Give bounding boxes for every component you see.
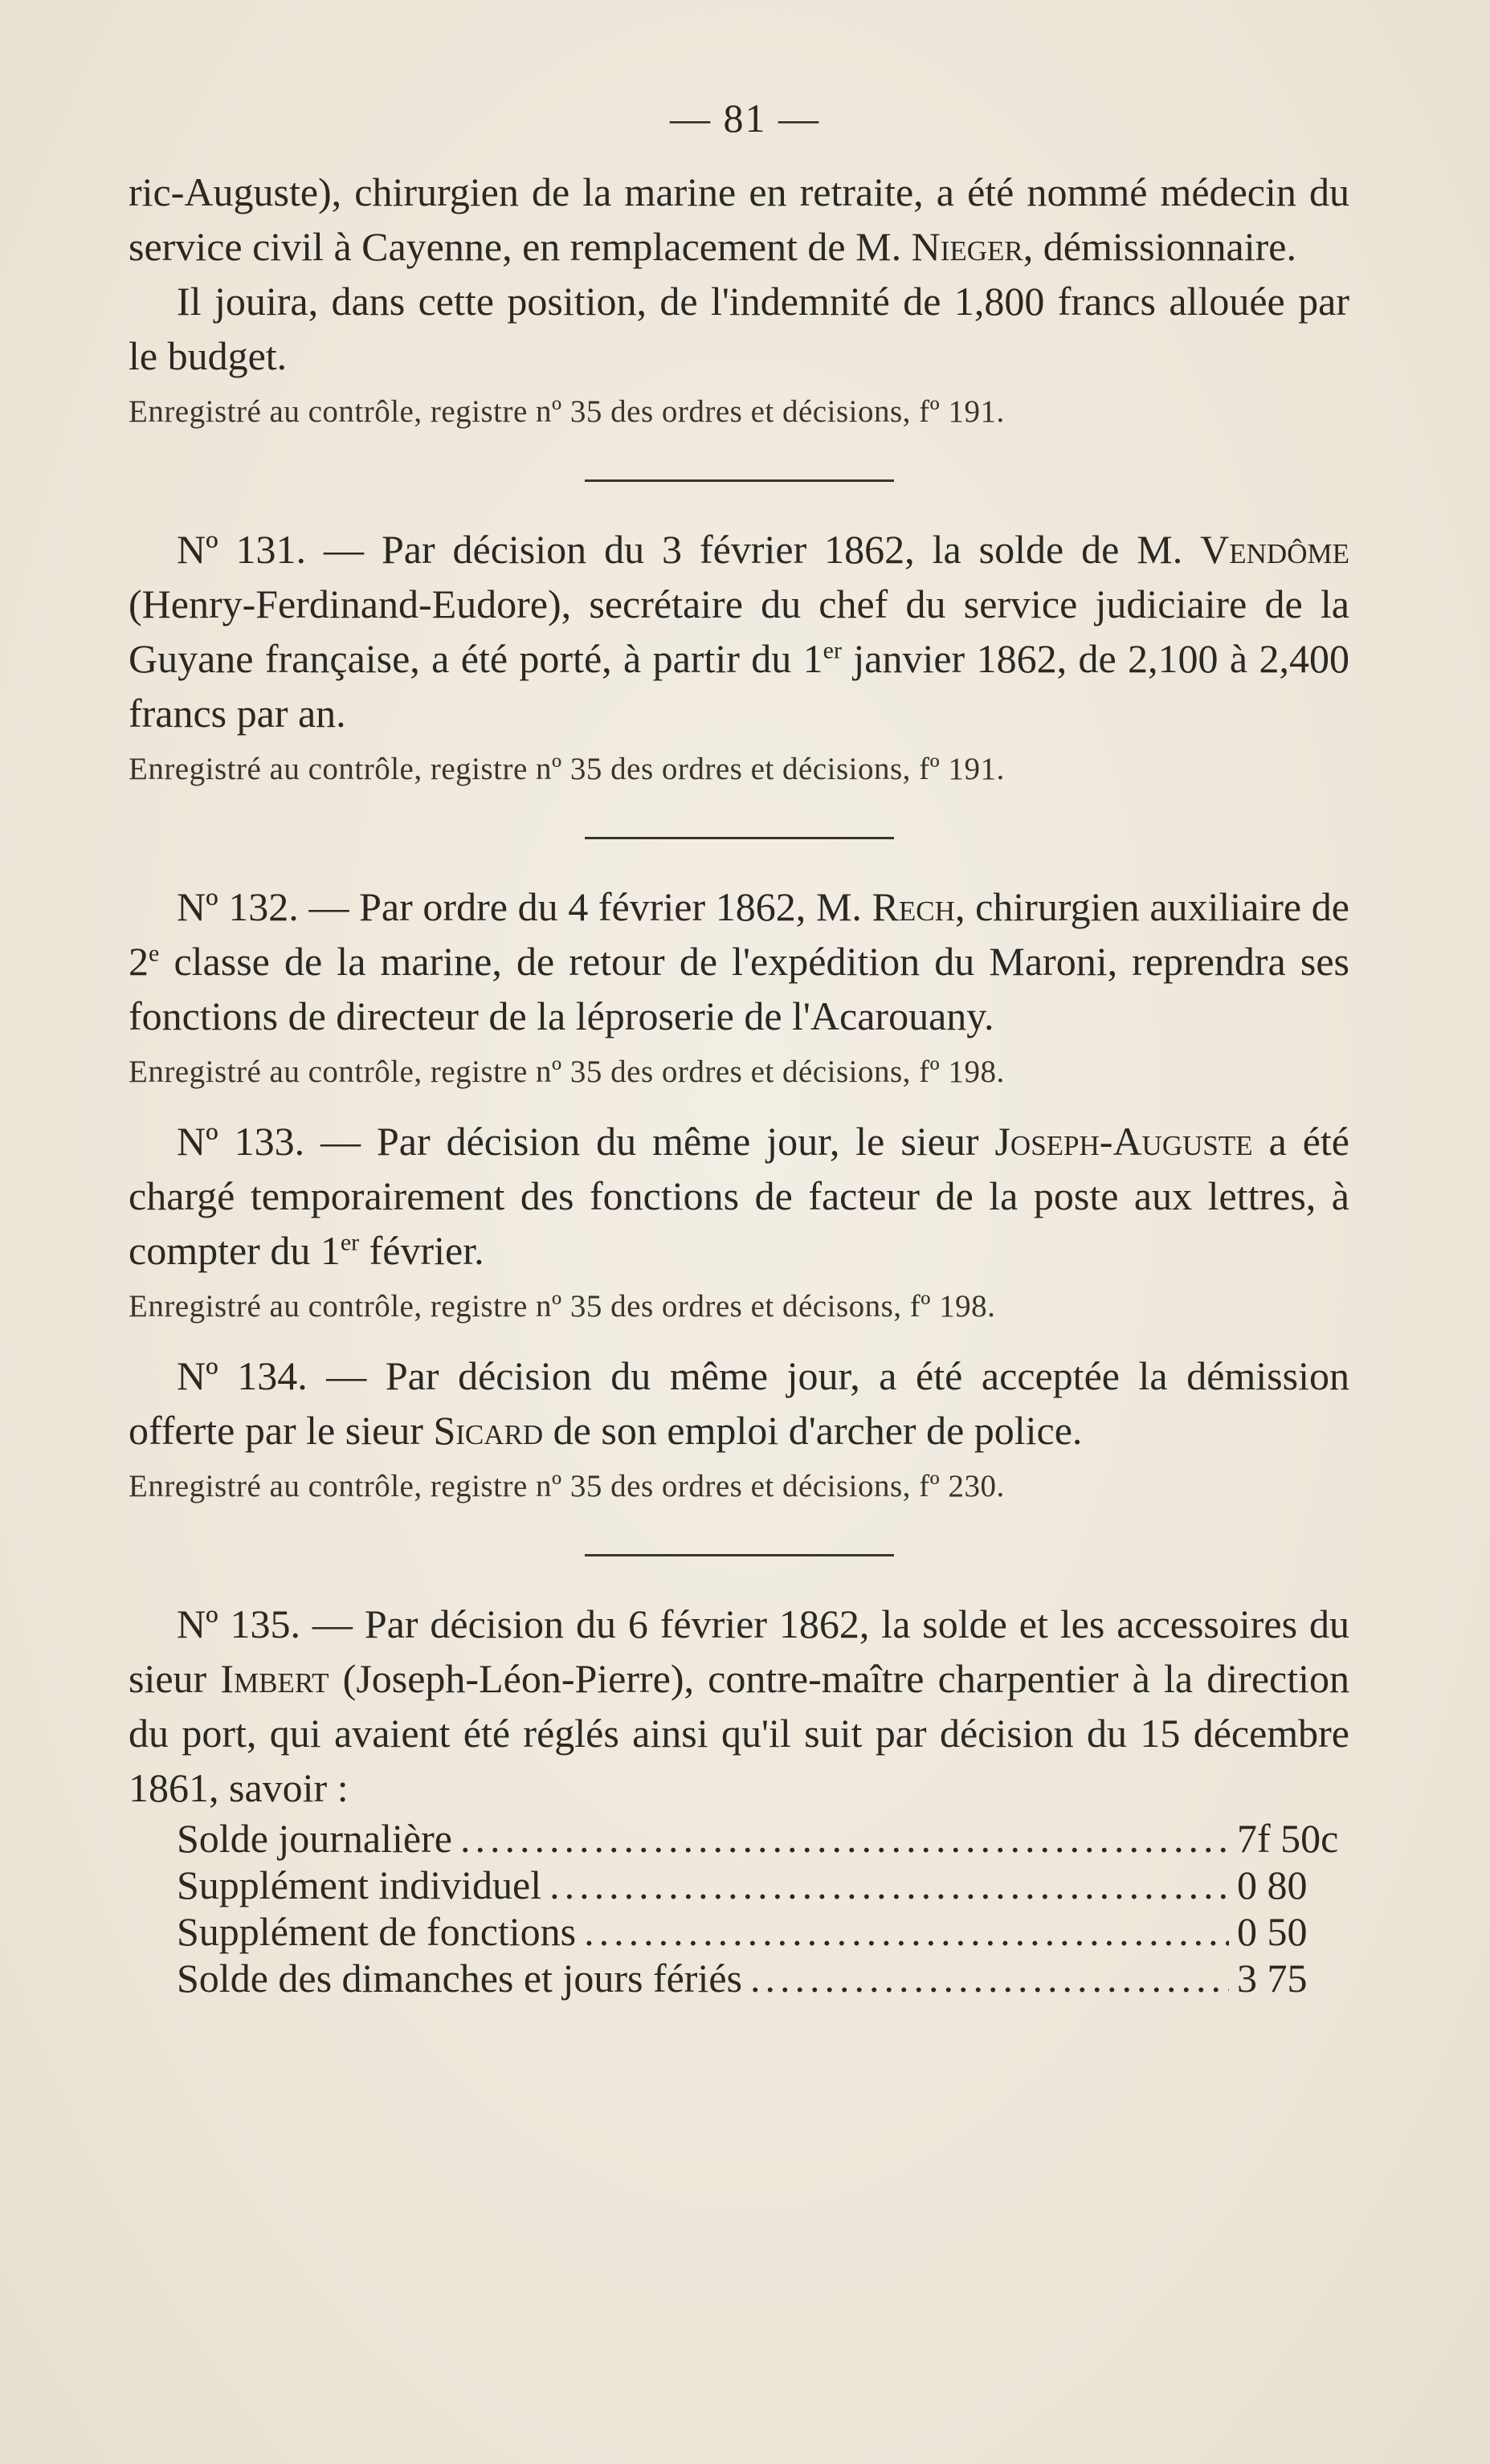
entry-132: Nº 132. — Par ordre du 4 février 1862, M. Rech, chirurgien auxiliaire de 2e classe de la marine, de retour de l'expédition du Maroni, reprendra ses fonctions de directeur de la léproserie de l'Acarouany. [129, 884, 1349, 1038]
pay-label: Solde journalière [177, 1816, 452, 1861]
pay-label: Solde des dimanches et jours fériés [177, 1956, 742, 2001]
leader-dots [460, 1815, 1229, 1862]
pay-value: 3 75 [1237, 1956, 1308, 2001]
separator-rule [585, 837, 894, 839]
pay-table [129, 1815, 1349, 2001]
pay-row [129, 1955, 1349, 2001]
person-name: Rech [872, 884, 955, 929]
registration-note: Enregistré au contrôle, registre nº 35 des ordres et décisions, fº 230. [129, 1469, 1005, 1503]
registration-note: Enregistré au contrôle, registre nº 35 des ordres et décisions, fº 191. [129, 394, 1005, 429]
intro-indemnity: Il jouira, dans cette position, de l'indemnité de 1,800 francs allouée par le budget. [129, 279, 1349, 378]
registration-note: Enregistré au contrôle, registre nº 35 des ordres et décisions, fº 198. [129, 1055, 1005, 1089]
entry-131: Nº 131. — Par décision du 3 février 1862, la solde de M. Vendôme (Henry-Ferdinand-Eudore), secrétaire du chef du service judiciaire de la Guyane française, a été porté, à partir du 1er janvier 1862, de 2,100 à 2,400 francs par an. [129, 527, 1349, 736]
page-number: — 81 — [670, 96, 820, 141]
entry-135: Nº 135. — Par décision du 6 février 1862, la solde et les accessoires du sieur Imbert (Joseph-Léon-Pierre), contre-maître charpentier à la direction du port, qui avaient été réglés ainsi qu'il suit par décision du 15 décembre 1861, savoir : [129, 1601, 1349, 1810]
entry-134: Nº 134. — Par décision du même jour, a été acceptée la démission offerte par le sieur Sicard de son emploi d'archer de police. [129, 1353, 1349, 1453]
separator-rule [585, 1554, 894, 1556]
pay-value: 7f 50c [1237, 1816, 1339, 1861]
pay-label: Supplément de fonctions [177, 1909, 577, 1954]
person-name: Joseph-Auguste [994, 1119, 1253, 1164]
pay-row [129, 1815, 1349, 1862]
separator-rule [585, 479, 894, 482]
person-name: Sicard [433, 1408, 544, 1453]
leader-dots [750, 1955, 1229, 2001]
registration-note: Enregistré au contrôle, registre nº 35 des ordres et décisions, fº 191. [129, 752, 1005, 786]
pay-value: 0 80 [1237, 1862, 1308, 1907]
intro-paragraph: ric-Auguste), chirurgien de la marine en retraite, a été nommé médecin du service civil à Cayenne, en remplacement de M. Nieger, démissionnaire. [129, 169, 1349, 269]
entry-133: Nº 133. — Par décision du même jour, le sieur Joseph-Auguste a été chargé temporairement des fonctions de facteur de la poste aux lettres, à compter du 1er février. [129, 1119, 1349, 1273]
person-name: Imbert [220, 1656, 329, 1701]
pay-label: Supplément individuel [177, 1862, 542, 1907]
document-body [129, 165, 1349, 2001]
pay-row [129, 1862, 1349, 1908]
person-name: Vendôme [1200, 527, 1349, 572]
registration-note: Enregistré au contrôle, registre nº 35 des ordres et décisons, fº 198. [129, 1289, 996, 1324]
pay-value: 0 50 [1237, 1909, 1308, 1954]
leader-dots [549, 1862, 1229, 1908]
person-name: Nieger [911, 224, 1023, 269]
pay-row [129, 1908, 1349, 1955]
leader-dots [584, 1908, 1229, 1955]
